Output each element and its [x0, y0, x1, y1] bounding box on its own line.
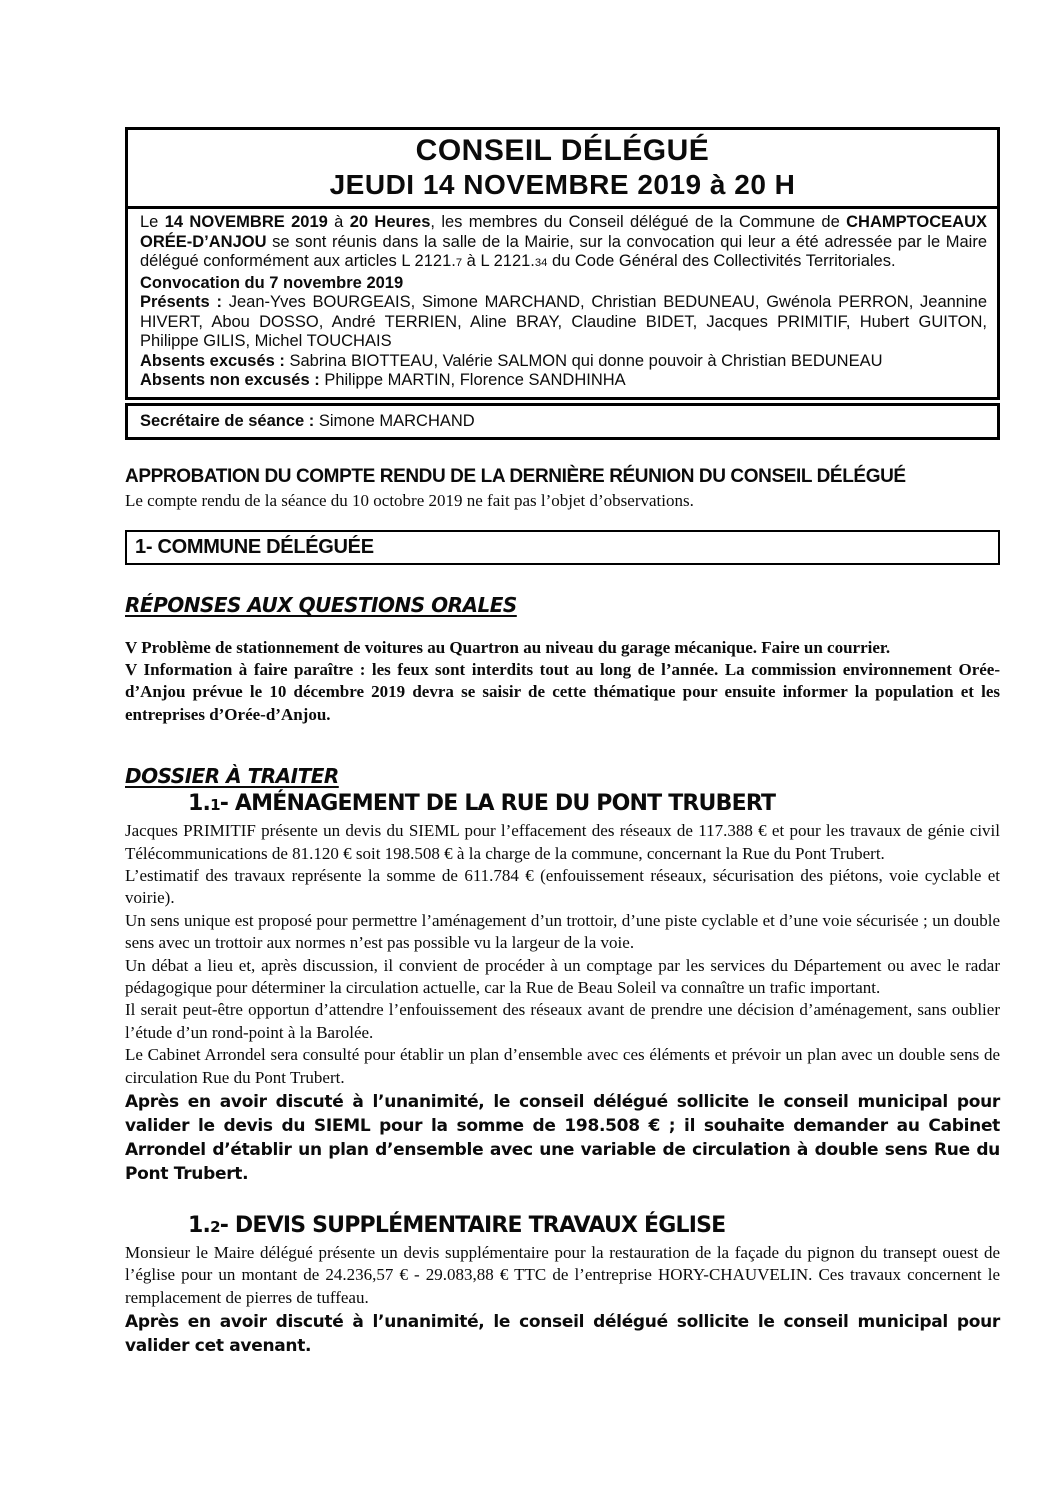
meeting-header-box: [125, 127, 1000, 400]
dossier-item-title: 1.2- DEVIS SUPPLÉMENTAIRE TRAVAUX ÉGLISE: [188, 1213, 726, 1238]
dossier-paragraph: Monsieur le Maire délégué présente un devis supplémentaire pour la restauration de la façade du pignon du transept ouest de l’église pour un montant de 24.236,57 € - 29.083,88 € TTC de l’entreprise HORY-CHAUVELIN. Ces travaux concernent le remplacement de pierres de tuffeau.: [125, 1243, 1000, 1307]
dossier-paragraph: Un débat a lieu et, après discussion, il convient de procéder à un comptage par les services du Département ou avec le radar pédagogique pour déterminer la circulation actuelle, car la Rue de Beau Soleil va connaître un trafic important.: [125, 955, 1000, 997]
presents-line: Présents : Jean-Yves BOURGEAIS, Simone MARCHAND, Christian BEDUNEAU, Gwénola PERRON, Jeannine HIVERT, Abou DOSSO, André TERRIEN, Aline BRAY, Claudine BIDET, Jacques PRIMITIF, Hubert GUITON, Philippe GILIS, Michel TOUCHAIS: [140, 293, 988, 350]
dossier-paragraph: L’estimatif des travaux représente la somme de 611.784 € (enfouissement réseaux, sécurisation des piétons, voie cyclable et voirie).: [125, 865, 1000, 908]
section-banner: 1- COMMUNE DÉLÉGUÉE: [125, 530, 1000, 565]
approbation-body: Le compte rendu de la séance du 10 octobre 2019 ne fait pas l’objet d’observations.: [125, 490, 694, 510]
dossier-paragraph: Il serait peut-être opportun d’attendre l’enfouissement des réseaux avant de prendre une décision d’aménagement, sans oublier l’étude d’un rond-point à la Barolée.: [125, 1000, 1000, 1042]
absents-non-excuses-line: Absents non excusés : Philippe MARTIN, Florence SANDHINHA: [140, 371, 626, 389]
page-content: [125, 0, 1000, 1358]
dossier-paragraph: Le Cabinet Arrondel sera consulté pour établir un plan d’ensemble avec ces éléments et prévoir un plan avec un double sens de circulation Rue du Pont Trubert.: [125, 1045, 1000, 1087]
meeting-details: [128, 209, 997, 397]
document-title: CONSEIL DÉLÉGUÉ: [415, 134, 710, 167]
dossier-item-1-1: [125, 790, 1000, 1186]
dossier-paragraph: Jacques PRIMITIF présente un devis du SIEML pour l’effacement des réseaux de 117.388 € et pour les travaux de génie civil Télécommunications de 81.120 € soit 198.508 € à la charge de la commune, concernant la Rue du Pont Trubert.: [125, 821, 1000, 863]
meeting-date-title: JEUDI 14 NOVEMBRE 2019 à 20 H: [329, 169, 796, 200]
dossier-item-title: 1.1- AMÉNAGEMENT DE LA RUE DU PONT TRUBERT: [188, 791, 776, 817]
question-item: V Information à faire paraître : les feux sont interdits tout au long de l’année. La commission environnement Orée-d’Anjou prévue le 10 décembre 2019 devra se saisir de cette thématique pour ensuite informer la population et les entreprises d’Orée-d’Anjou.: [125, 659, 1000, 724]
secretary-line: Secrétaire de séance : Simone MARCHAND: [140, 411, 475, 430]
meeting-intro: Le 14 NOVEMBRE 2019 à 20 Heures, les membres du Conseil délégué de la Commune de CHAMPTOCEAUX ORÉE-D’ANJOU se sont réunis dans la salle de la Mairie, sur la convocation qui leur a été adressée par le Maire délégué conformément aux articles L 2121.7 à L 2121.34 du Code Général des Collectivités Territoriales.: [140, 213, 987, 270]
dossier-decision: Après en avoir discuté à l’unanimité, le conseil délégué sollicite le conseil municipal pour valider cet avenant.: [125, 1312, 1000, 1357]
dossier-paragraph: Un sens unique est proposé pour permettre l’aménagement d’un trottoir, d’une piste cyclable et d’une voie sécurisée ; un double sens avec un trottoir aux normes n’est pas possible vu la largeur de la voie.: [125, 910, 1000, 953]
dossier-item-1-2: [125, 1212, 1000, 1358]
dossier-heading: DOSSIER À TRAITER: [125, 764, 339, 789]
convocation-line: Convocation du 7 novembre 2019: [140, 273, 404, 292]
questions-heading: RÉPONSES AUX QUESTIONS ORALES: [125, 592, 517, 617]
questions-list: [125, 637, 1000, 727]
approbation-heading: APPROBATION DU COMPTE RENDU DE LA DERNIÈRE RÉUNION DU CONSEIL DÉLÉGUÉ: [125, 465, 906, 487]
dossier-decision: Après en avoir discuté à l’unanimité, le conseil délégué sollicite le conseil municipal pour valider le devis du SIEML pour la somme de 198.508 € ; il souhaite demander au Cabinet Arrondel d’établir un plan d’ensemble avec une variable de circulation à double sens Rue du Pont Trubert.: [125, 1092, 1000, 1184]
absents-excuses-line: Absents excusés : Sabrina BIOTTEAU, Valérie SALMON qui donne pouvoir à Christian BEDUNEAU: [140, 351, 883, 370]
secretary-box: [125, 403, 1000, 440]
meeting-title-block: [128, 130, 997, 209]
question-item: V Problème de stationnement de voitures au Quartron au niveau du garage mécanique. Faire un courrier.: [125, 637, 891, 657]
